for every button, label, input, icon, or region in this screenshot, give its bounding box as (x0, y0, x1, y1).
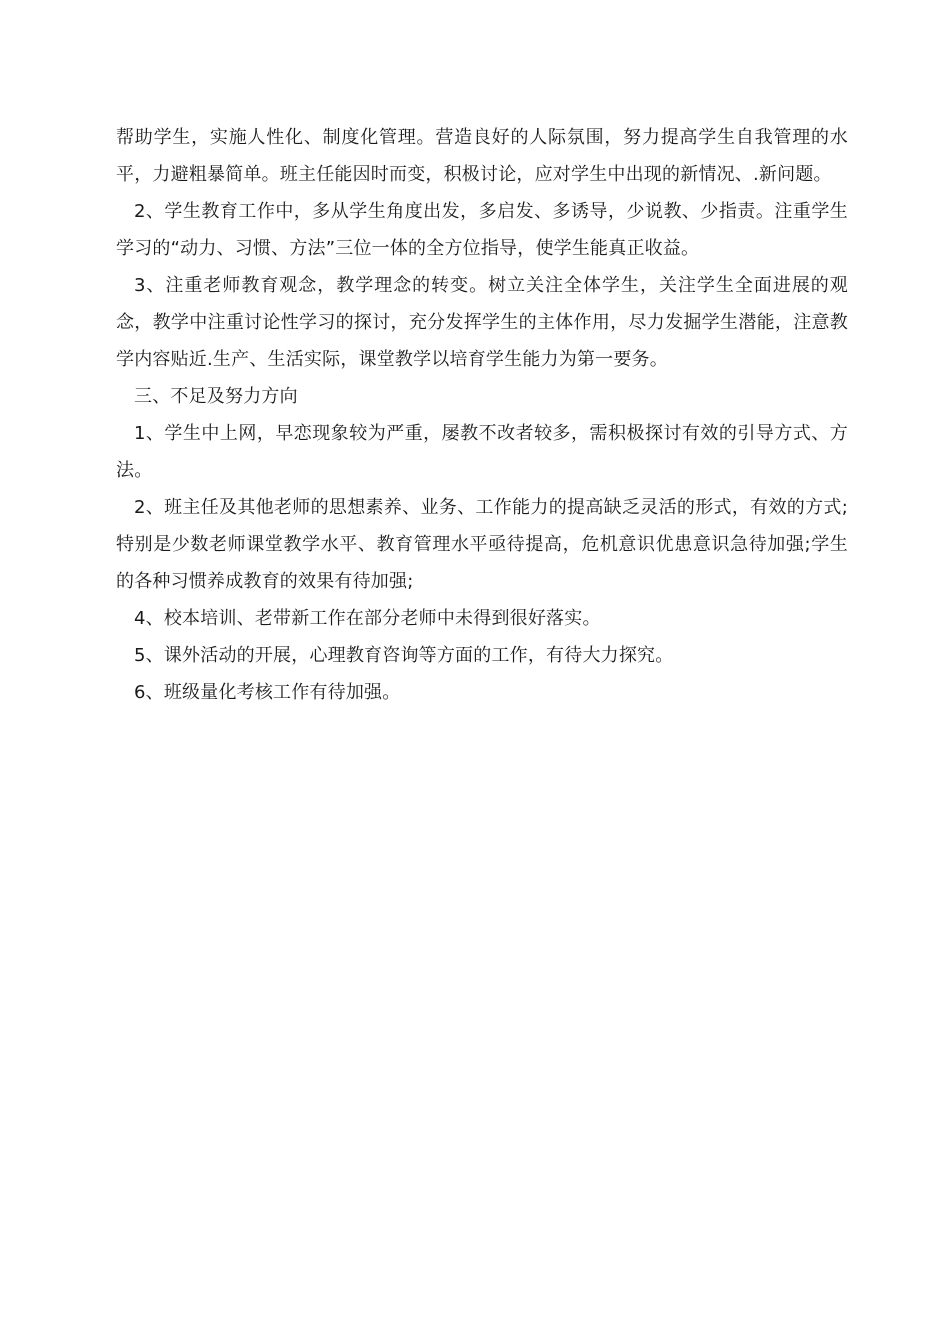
paragraph-shortcoming-4: 4、校本培训、老带新工作在部分老师中未得到很好落实。 (134, 608, 601, 629)
document-body (116, 119, 848, 711)
paragraph-item-2-student-education: 2、学生教育工作中，多从学生角度出发，多启发、多诱导，少说教、少指责。注重学生学习的“动力、习惯、方法”三位一体的全方位指导，使学生能真正收益。 (116, 201, 848, 259)
paragraph-continuation: 帮助学生，实施人性化、制度化管理。营造良好的人际氛围，努力提高学生自我管理的水平，力避粗暴简单。班主任能因时而变，积极讨论，应对学生中出现的新情况、.新问题。 (116, 127, 848, 185)
paragraph-shortcoming-1: 1、学生中上网，早恋现象较为严重，屡教不改者较多，需积极探讨有效的引导方式、方法。 (116, 423, 848, 481)
paragraph-shortcoming-5: 5、课外活动的开展，心理教育咨询等方面的工作，有待大力探究。 (134, 645, 674, 666)
paragraph-item-3-teaching-concepts: 3、注重老师教育观念，教学理念的转变。树立关注全体学生，关注学生全面进展的观念，教学中注重讨论性学习的探讨，充分发挥学生的主体作用，尽力发掘学生潜能，注意教学内容贴近.生产、生活实际，课堂教学以培育学生能力为第一要务。 (116, 275, 848, 370)
paragraph-shortcoming-2: 2、班主任及其他老师的思想素养、业务、工作能力的提高缺乏灵活的形式，有效的方式;特别是少数老师课堂教学水平、教育管理水平亟待提高，危机意识优患意识急待加强;学生的各种习惯养成教育的效果有待加强; (116, 497, 848, 592)
section-heading-shortcomings: 三、不足及努力方向 (134, 386, 298, 407)
paragraph-shortcoming-6: 6、班级量化考核工作有待加强。 (134, 682, 401, 703)
